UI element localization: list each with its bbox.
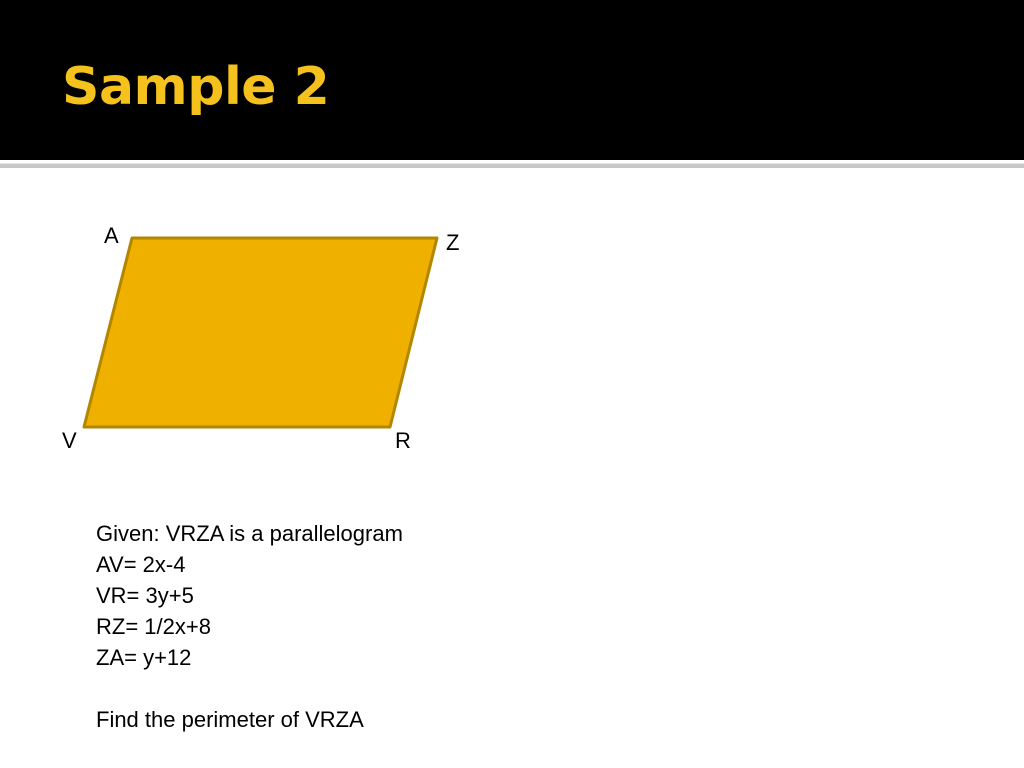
- equation-za: ZA= y+12: [96, 645, 192, 670]
- given-text-block: [96, 518, 403, 735]
- vertex-label-z: Z: [446, 230, 460, 255]
- vertex-label-r: R: [395, 428, 411, 453]
- given-statement: Given: VRZA is a parallelogram: [96, 521, 403, 546]
- vertex-label-a: A: [104, 223, 119, 248]
- question-text: Find the perimeter of VRZA: [96, 707, 364, 732]
- slide-title: Sample 2: [62, 57, 330, 117]
- parallelogram-vrza: [84, 238, 437, 427]
- vertex-label-v: V: [62, 428, 77, 453]
- equation-vr: VR= 3y+5: [96, 583, 194, 608]
- equation-av: AV= 2x-4: [96, 552, 186, 577]
- equation-rz: RZ= 1/2x+8: [96, 614, 211, 639]
